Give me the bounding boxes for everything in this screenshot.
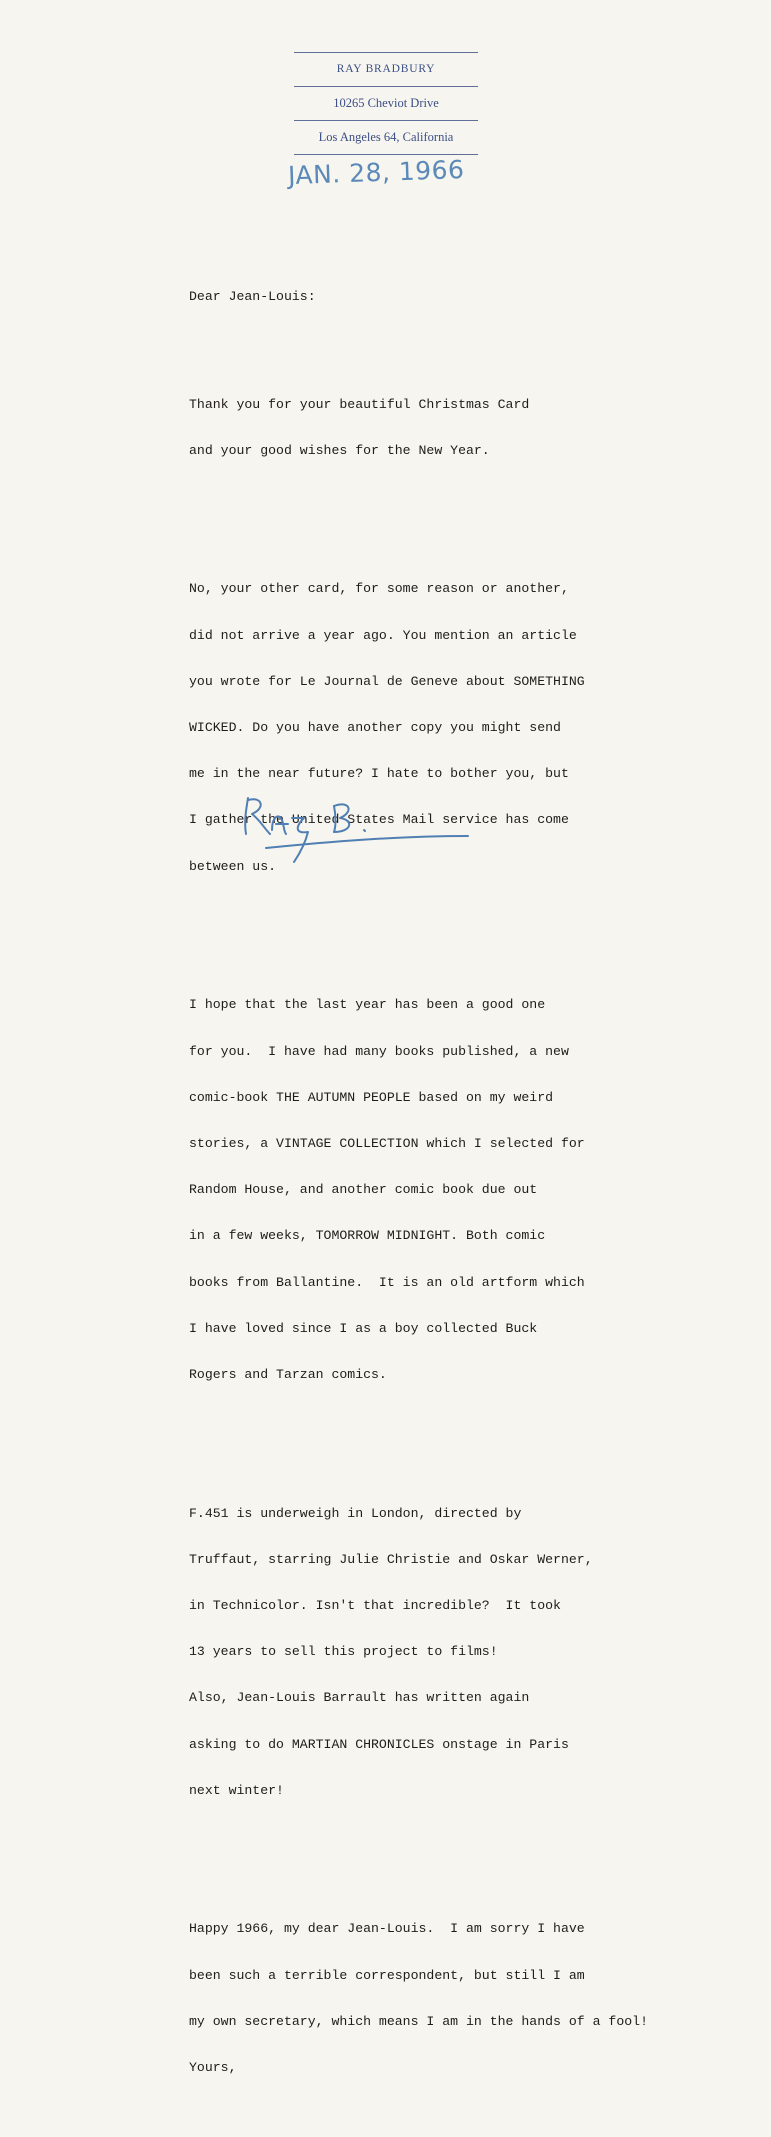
salutation-line: Dear Jean-Louis: <box>189 288 316 304</box>
text-line: I have loved since I as a boy collected Buck <box>189 1320 538 1336</box>
letterhead <box>294 52 478 155</box>
text-line: I hope that the last year has been a good one <box>189 997 546 1013</box>
letterhead-name: RAY BRADBURY <box>336 63 436 75</box>
text-line: Rogers and Tarzan comics. <box>189 1366 387 1382</box>
paragraph-5 <box>189 1891 648 2107</box>
text-line: stories, a VINTAGE COLLECTION which I selected for <box>189 1135 585 1151</box>
text-line: for you. I have had many books published, a new <box>189 1043 569 1059</box>
salutation <box>189 289 648 304</box>
text-line: I gather the United States Mail service has come <box>189 812 569 828</box>
handwritten-date: JAN. 28, 1966 <box>287 154 465 191</box>
text-line: F.451 is underweigh in London, directed by <box>189 1505 522 1521</box>
text-line: 13 years to sell this project to films! <box>189 1644 498 1660</box>
paragraph-4 <box>189 1475 648 1829</box>
text-line: WICKED. Do you have another copy you might send <box>189 720 561 736</box>
text-line: between us. <box>189 858 277 874</box>
text-line: books from Ballantine. It is an old artform which <box>189 1274 585 1290</box>
text-line: asking to do MARTIAN CHRONICLES onstage in Paris <box>189 1736 569 1752</box>
letterhead-street: 10265 Cheviot Drive <box>333 96 439 110</box>
signature <box>236 790 476 870</box>
text-line: Happy 1966, my dear Jean-Louis. I am sorry I have <box>189 1921 585 1937</box>
paragraph-1 <box>189 366 648 489</box>
text-line: been such a terrible correspondent, but still I am <box>189 1967 585 1983</box>
text-line: No, your other card, for some reason or another, <box>189 581 569 597</box>
text-line: Thank you for your beautiful Christmas Card <box>189 396 530 412</box>
closing: Yours, <box>189 2060 237 2075</box>
text-line: Truffaut, starring Julie Christie and Oskar Werner, <box>189 1551 593 1567</box>
text-line: my own secretary, which means I am in the hands of a fool! <box>189 2013 648 2029</box>
text-line: in Technicolor. Isn't that incredible? It took <box>189 1597 561 1613</box>
text-line: did not arrive a year ago. You mention an article <box>189 627 577 643</box>
text-line: me in the near future? I hate to bother you, but <box>189 766 569 782</box>
text-line: next winter! <box>189 1782 284 1798</box>
letterhead-city: Los Angeles 64, California <box>318 130 454 144</box>
letter-body <box>189 258 648 2137</box>
text-line: in a few weeks, TOMORROW MIDNIGHT. Both comic <box>189 1228 546 1244</box>
paragraph-3 <box>189 966 648 1413</box>
text-line: Random House, and another comic book due out <box>189 1182 538 1198</box>
text-line: and your good wishes for the New Year. <box>189 442 490 458</box>
text-line: you wrote for Le Journal de Geneve about SOMETHING <box>189 673 585 689</box>
text-line: Also, Jean-Louis Barrault has written again <box>189 1690 530 1706</box>
text-line: comic-book THE AUTUMN PEOPLE based on my weird <box>189 1089 554 1105</box>
